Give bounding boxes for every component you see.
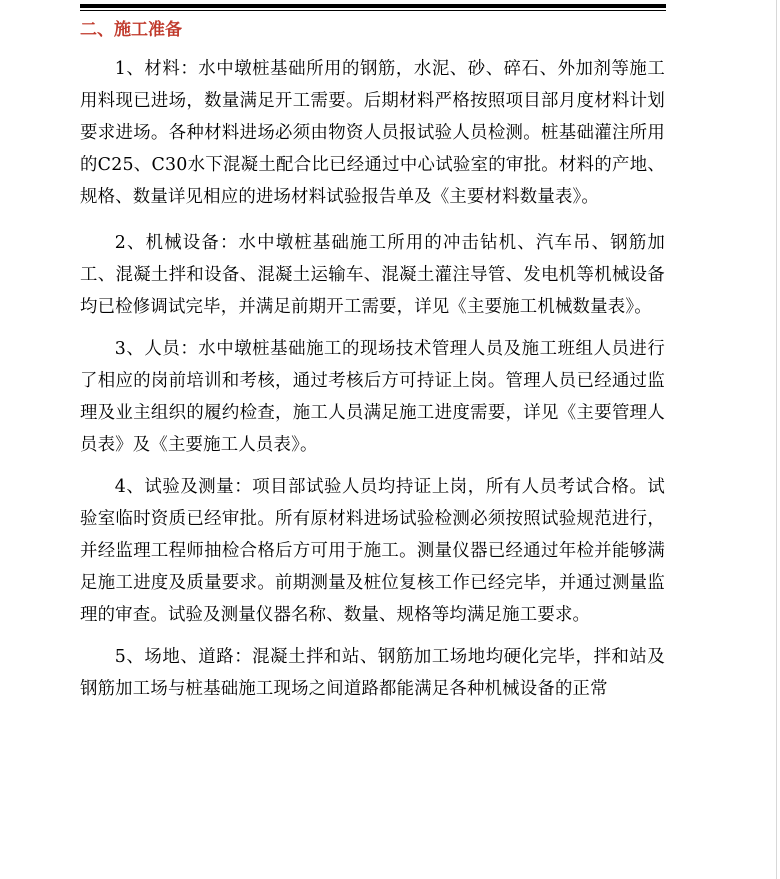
paragraph-machinery: 2、机械设备：水中墩桩基础施工所用的冲击钻机、汽车吊、钢筋加工、混凝土拌和设备、混凝土运输车、混凝土灌注导管、发电机等机械设备均已检修调试完毕，并满足前期开工需要，详见《主要施工机械数量表》。 xyxy=(80,233,665,317)
paragraph-personnel: 3、人员：水中墩桩基础施工的现场技术管理人员及施工班组人员进行了相应的岗前培训和考核，通过考核后方可持证上岗。管理人员已经通过监理及业主组织的履约检查，施工人员满足施工进度需要，详见《主要管理人员表》及《主要施工人员表》。 xyxy=(80,339,665,455)
paragraph-testing-survey: 4、试验及测量：项目部试验人员均持证上岗，所有人员考试合格。试验室临时资质已经审批。所有原材料进场试验检测必须按照试验规范进行，并经监理工程师抽检合格后方可用于施工。测量仪器已经通过年检并能够满足施工进度及质量要求。前期测量及桩位复核工作已经完毕，并通过测量监理的审查。试验及测量仪器名称、数量、规格等均满足施工要求。 xyxy=(80,477,665,625)
paragraph-site-roads: 5、场地、道路：混凝土拌和站、钢筋加工场地均硬化完毕，拌和站及钢筋加工场与桩基础施工现场之间道路都能满足各种机械设备的正常 xyxy=(80,647,665,699)
section-heading: 二、施工准备 xyxy=(80,20,182,40)
paragraph-materials: 1、材料：水中墩桩基础所用的钢筋，水泥、砂、碎石、外加剂等施工用料现已进场，数量满足开工需要。后期材料严格按照项目部月度材料计划要求进场。各种材料进场必须由物资人员报试验人员检测。桩基础灌注所用的C25、C30水下混凝土配合比已经通过中心试验室的审批。材料的产地、规格、数量详见相应的进场材料试验报告单及《主要材料数量表》。 xyxy=(80,59,665,207)
header-rule-thin xyxy=(80,10,666,11)
page-edge-line xyxy=(776,0,777,879)
header-rule-thick xyxy=(80,4,666,8)
body-text xyxy=(80,53,665,705)
